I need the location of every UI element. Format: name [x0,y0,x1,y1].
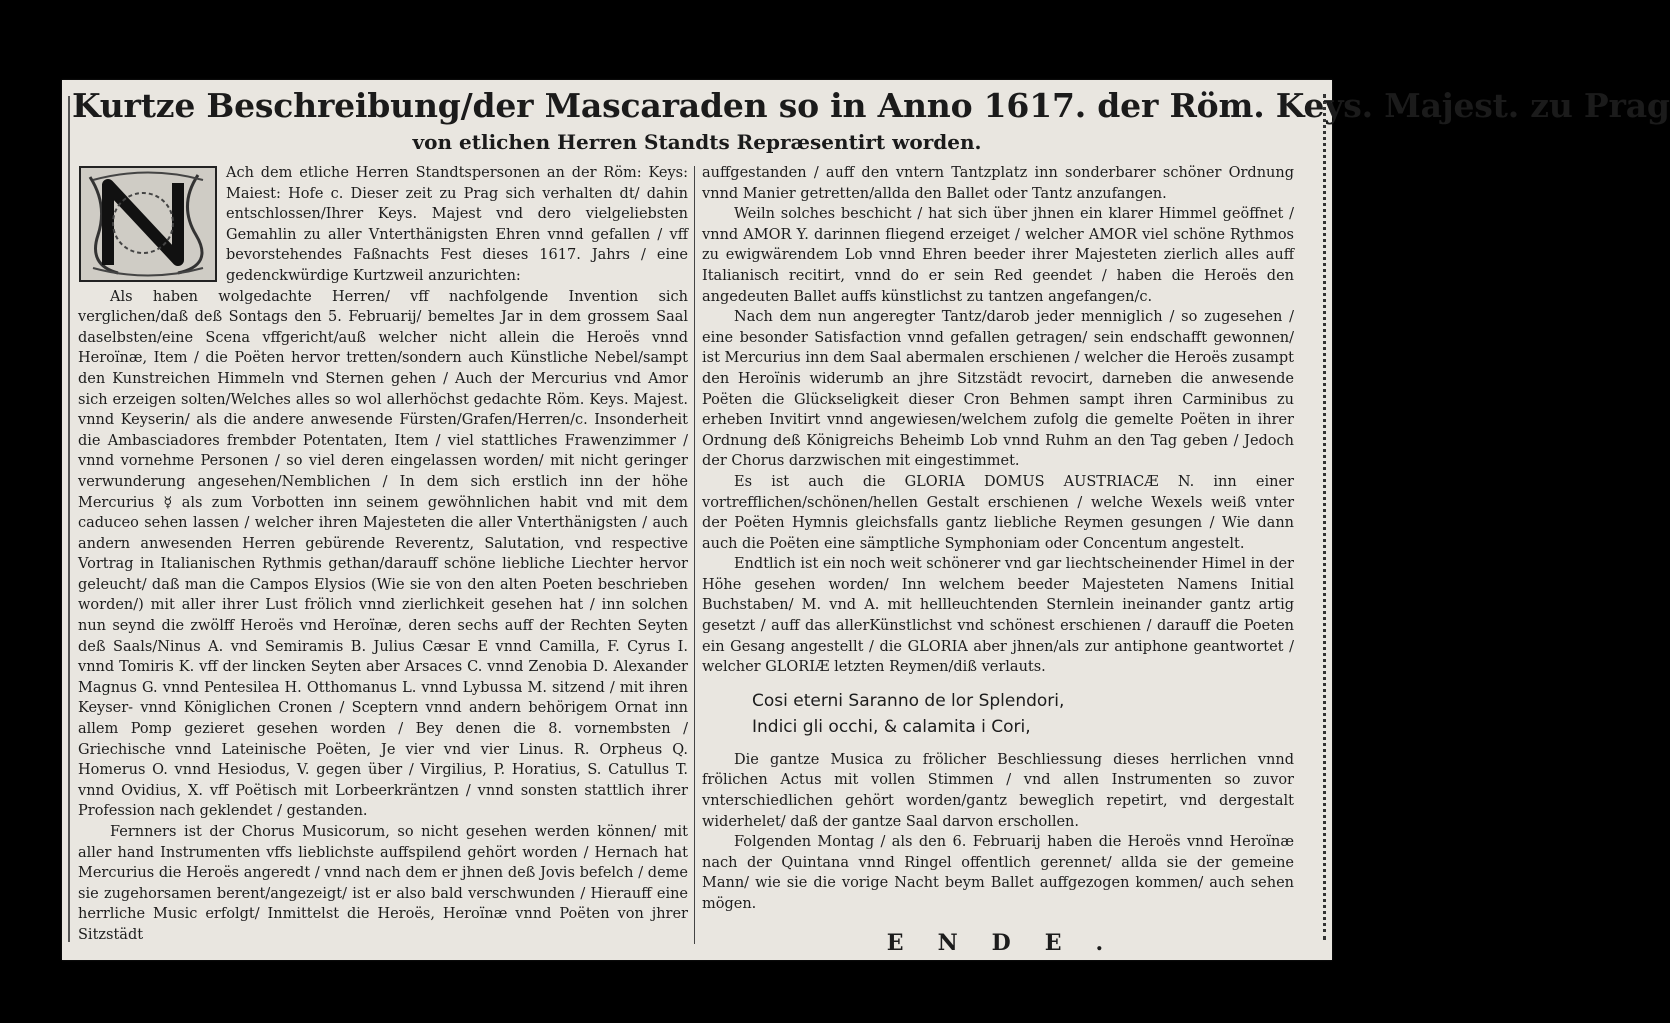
right-column [702,163,1294,956]
paragraph-gloria: Es ist auch die GLORIA DOMUS AUSTRIACÆ N. inn einer vortrefflichen/schönen/hellen Gestalt erschienen / welche Wexels weiß vnter der Poëten Hymnis gleichsfalls gantz liebliche Reymen gesungen / Wie dann auch die Poëten eine sämptliche Symphoniam oder Concentum angestelt. [702,473,1294,552]
paragraph-continuation: auffgestanden / auff den vntern Tantzplatz inn sonderbarer schöner Ordnung vnnd Manier getretten/allda den Ballet oder Tantz anzufangen. [702,165,1294,202]
paragraph-invention: Als haben wolgedachte Herren/ vff nachfolgende Invention sich verglichen/daß deß Sontags den 5. Februarij/ bemeltes Jar in dem grossem Saal daselbsten/eine Scena vffgericht/auß welcher nicht allein die Heroës vnnd Heroïnæ, Item / die Poëten hervor tretten/sondern auch Künstliche Nebel/sampt den Kunstreichen Himmeln vnd Sternen gehen / Auch der Mercurius vnd Amor sich erzeigen solten/Welches alles so wol allerhöchst gedachte Röm. Keys. Majest. vnnd Keyserin/ als die andere anwesende Fürsten/Grafen/Herren/c. Insonderheit die Ambasciadores frembder Potentaten, Item / viel stattliches Frawenzimmer / vnnd vornehme Personen / so viel deren eingelassen worden/ mit nicht geringer verwunderung angesehen/Nemblichen / In dem sich erstlich inn der höhe Mercurius ☿ als zum Vorbotten inn seinem gewöhnlichen habit vnd mit dem caduceo sehen lassen / welcher ihren Majesteten die aller Vnterthänigsten / auch andern anwesenden Herren gebürende Reverentz, Salutation, vnd respective Vortrag in Italianischen Rythmis gethan/darauff schöne liebliche Liechter hervor geleucht/ daß man die Campos Elysios (Wie sie von den alten Poeten beschrieben worden/) mit aller ihrer Lust frölich vnnd zierlichkeit gesehen hat / inn solchen nun seynd die zwölff Heroës vnd Heroïnæ, deren sechs auff der Rechten Seyten deß Saals/Ninus A. vnd Semiramis B. Julius Cæsar E vnnd Camilla, F. Cyrus I. vnnd Tomiris K. vff der lincken Seyten aber Arsaces C. vnnd Zenobia D. Alexander Magnus G. vnnd Pentesilea H. Otthomanus L. vnnd Lybussa M. sitzend / mit ihren Keyser- vnnd Königlichen Cronen / Sceptern vnnd andern behörigem Ornat inn allem Pomp gezieret gesehen worden / Bey denen die 8. vornembsten / Griechische vnnd Lateinische Poëten, Je vier vnd vier Linus. R. Orpheus Q. Homerus O. vnnd Hesiodus, V. gegen über / Virgilius, P. Horatius, S. Catullus T. vnnd Ovidius, X. vff Poëtisch mit Lorbeerkräntzen / vnnd sonsten stattlich ihrer Profession nach geklendet / gestanden. [78,288,688,820]
document-title: Kurtze Beschreibung/der Mascaraden so in Anno 1617. der Röm. Keys. Majest. zu Prag [72,86,1670,125]
paragraph-amor: Weiln solches beschicht / hat sich über jhnen ein klarer Himmel geöffnet / vnnd AMOR Y. darinnen fliegend erzeiget / welcher AMOR viel schöne Rythmos zu ewigwärendem Lob vnnd Ehren beeder ihrer Majesteten zierlich alles auff Italianisch recitirt, vnnd do er sein Red geendet / haben die Heroës den angedeuten Ballet auffs künstlichst zu tantzen angefangen/c. [702,206,1294,305]
decorated-initial-n-icon [78,165,218,283]
paragraph-musica: Die gantze Musica zu frölicher Beschliessung dieses herrlichen vnnd frölichen Actus mit vollen Stimmen / vnd allen Instrumenten so zuvor vnterschiedlichen gehört worden/gantz beweglich repetirt, vnd dergestalt widerhelet/ daß der gantze Saal darvon erschollen. [702,751,1294,830]
paragraph-intro: Ach dem etliche Herren Standtspersonen an der Röm: Keys: Maiest: Hofe c. Dieser zeit zu Prag sich verhalten dt/ dahin entschlossen/Ihrer Keys. Majest vnd dero vielgeliebsten Gemahlin zu aller Vnterthänigsten Ehren vnnd gefallen / vff bevorstehendes Faßnachts Fest dieses 1617. Jahrs / eine gedenckwürdige Kurtzweil anzurichten: [226,165,688,284]
right-border-ornament [1319,94,1326,940]
verse-line: Indici gli occhi, & calamita i Cori, [752,716,1031,737]
left-column [78,163,688,946]
document-sheet [62,80,1670,960]
column-divider [694,166,695,944]
left-border-rule [68,96,73,942]
paragraph-chorus: Fernners ist der Chorus Musicorum, so nicht gesehen werden können/ mit aller hand Instrumenten vffs lieblichste auffspilend gehört worden / Hernach hat Mercurius die Heroës angeredt / vnnd nach dem er jhnen deß Jovis befelch / deme sie zugehorsamen berent/angezeigt/ ist er also bald verschwunden / Hierauff eine herrliche Music erfolgt/ Inmittelst die Heroës, Heroïnæ vnnd Poëten von jhrer Sitzstädt [78,824,688,943]
paragraph-himmel: Endtlich ist ein noch weit schönerer vnd gar liechtscheinender Himel in der Höhe gesehen worden/ Inn welchem beeder Majesteten Namens Initial Buchstaben/ M. vnd A. mit hellleuchtenden Sternlein ineinander gantz artig gesetzt / auff das allerKünstlichst vnd schönest erschienen / darauff die Poeten ein Gesang angestellt / die GLORIA aber jhnen/als zur antiphone geantwortet / welcher GLORIÆ letzten Reymen/diß verlauts. [702,556,1294,676]
paragraph-montag: Folgenden Montag / als den 6. Februarij haben die Heroës vnnd Heroïnæ nach der Quintana vnnd Ringel offentlich gerennet/ allda sie der gemeine Mann/ wie sie die vorige Nacht beym Ballet auffgezogen kommen/ auch sehen mögen. [702,834,1294,912]
italian-verse [752,688,1294,740]
document-subtitle: von etlichen Herren Standts Repræsentirt worden. [412,130,982,154]
ende-text: ENDE. [886,929,1138,956]
verse-line: Cosi eterni Saranno de lor Splendori, [752,690,1065,711]
paragraph-mercurius: Nach dem nun angeregter Tantz/darob jeder menniglich / so zugesehen / eine besonder Satisfaction vnnd gefallen getragen/ sein endschafft gewonnen/ ist Mercurius inn dem Saal abermalen erschienen / welcher die Heroës zusampt den Heroïnis widerumb an jhre Sitzstädt revocirt, darneben die anwesende Poëten die Glückseligkeit dieser Cron Behmen sampt ihren Carminibus zu erheben Invitirt vnnd angewiesen/welchem zufolg die gemelte Poëten in ihrer Ordnung deß Königreichs Beheimb Lob vnnd Ruhm an den Tag geben / Jedoch der Chorus darzwischen mit eingestimmet. [702,309,1294,470]
